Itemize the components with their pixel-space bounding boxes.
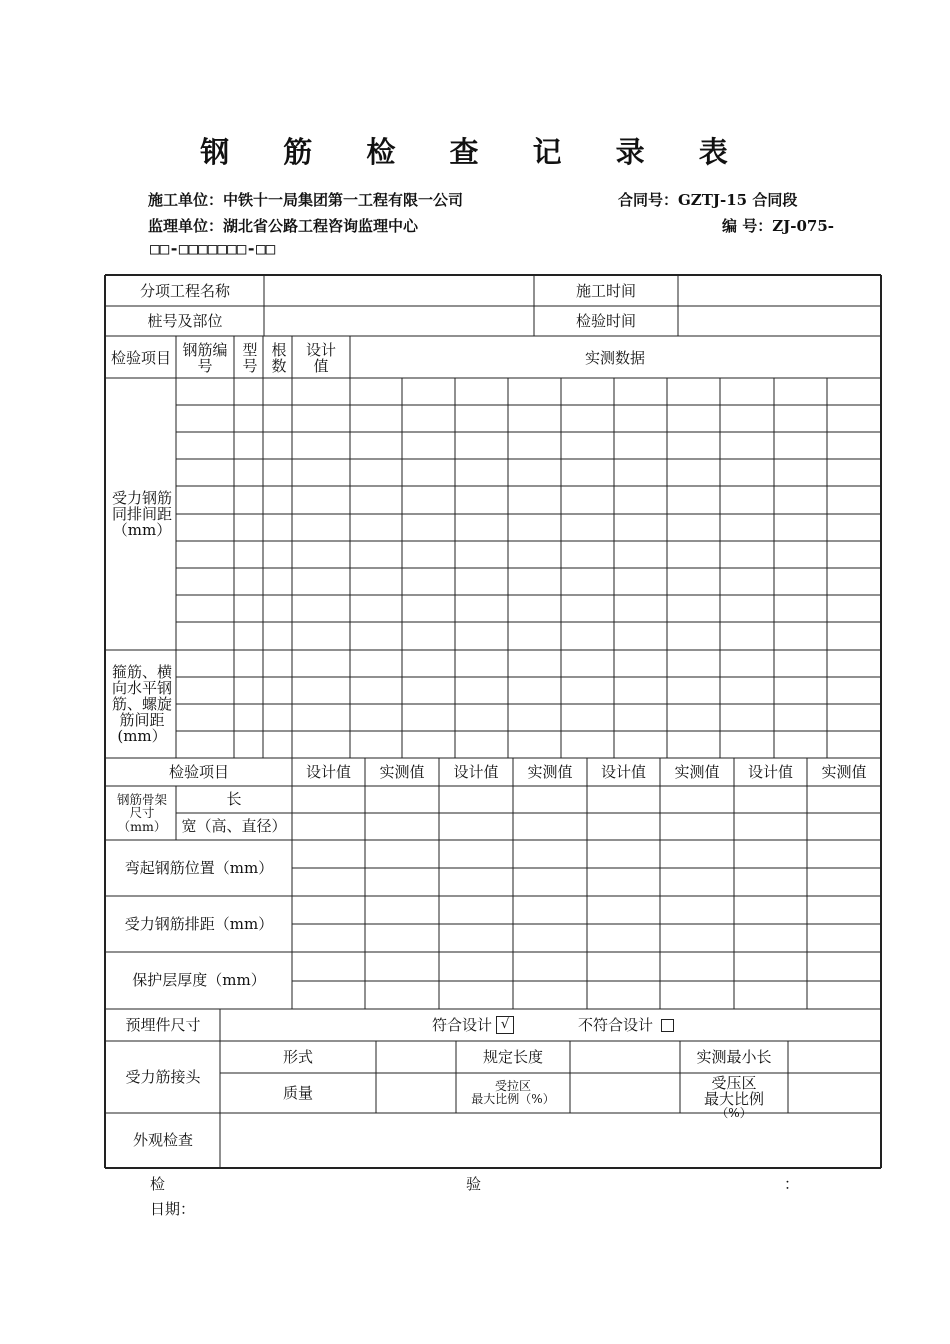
group-rebar-spacing: 受力钢筋同排间距（mm）: [111, 488, 172, 540]
conforms-label: 符合设计: [431, 1015, 492, 1034]
label-row-spacing: 受力钢筋排距（mm）: [124, 914, 274, 933]
serial-number-continued: □□-□□□□□□□-□□: [150, 239, 276, 258]
label-station-location: 桩号及部位: [147, 311, 223, 330]
header-measured-4: 实测值: [821, 762, 867, 781]
label-rebar-joint: 受力筋接头: [125, 1067, 201, 1086]
conforms-checkbox[interactable]: √: [496, 1016, 514, 1034]
header-design-4: 设计值: [747, 762, 793, 781]
contractor: 施工单位：中铁十一局集团第一工程有限一公司: [148, 191, 464, 209]
label-inspection-item: 检验项目: [168, 762, 229, 781]
header-measured-1: 实测值: [379, 762, 425, 781]
serial-number: 编 号：ZJ-075-: [722, 217, 835, 235]
footer-date: 日期：: [150, 1200, 196, 1218]
footer-colon: ：: [784, 1175, 800, 1193]
compression-zone-text: 受压区: [711, 1074, 757, 1092]
col-count: 根数: [271, 340, 287, 375]
label-cage-size: 钢筋骨架尺寸（mm）: [116, 791, 167, 834]
group-stirrup-spacing: 箍筋、横向水平钢筋、螺旋筋间距(mm）: [111, 662, 172, 746]
label-spec-length: 规定长度: [482, 1047, 543, 1066]
option-not-conforms[interactable]: [568, 1009, 684, 1041]
header-design-2: 设计值: [453, 762, 499, 781]
label-form: 形式: [282, 1047, 313, 1066]
label-width: 宽（高、直径）: [181, 817, 287, 836]
col-rebar-number: 钢筋编号: [182, 340, 228, 375]
option-conforms[interactable]: [418, 1009, 528, 1041]
label-subproject-name: 分项工程名称: [139, 281, 230, 300]
document-title: 钢 筋 检 查 记 录 表: [200, 135, 750, 169]
label-bent-position: 弯起钢筋位置（mm）: [124, 858, 274, 877]
label-cover-thickness: 保护层厚度（mm）: [132, 971, 266, 990]
label-embedded-size: 预埋件尺寸: [125, 1015, 201, 1034]
compression-pct-text: （%）: [716, 1106, 752, 1121]
tension-ratio-text: 最大比例（%）: [471, 1092, 555, 1106]
contract-number: 合同号：GZTJ-15 合同段: [618, 191, 798, 209]
label-compression-zone: [681, 1074, 787, 1121]
col-type: 型号: [242, 340, 258, 375]
header-design-1: 设计值: [305, 762, 351, 781]
label-construction-time: 施工时间: [575, 281, 636, 300]
header-measured-2: 实测值: [527, 762, 573, 781]
tension-zone-text: 受拉区: [494, 1079, 531, 1094]
footer-char-1: 检: [150, 1175, 166, 1193]
header-design-3: 设计值: [600, 762, 646, 781]
not-conforms-checkbox[interactable]: [661, 1019, 674, 1032]
supervisor: 监理单位：湖北省公路工程咨询监理中心: [148, 217, 419, 235]
label-quality: 质量: [282, 1083, 313, 1102]
col-design-value: 设计值: [305, 340, 336, 375]
not-conforms-label: 不符合设计: [577, 1015, 653, 1034]
col-measured-data: 实测数据: [584, 348, 645, 367]
header-measured-3: 实测值: [674, 762, 720, 781]
footer-char-2: 验: [466, 1175, 482, 1193]
col-item: 检验项目: [110, 348, 171, 367]
label-min-length: 实测最小长: [696, 1047, 772, 1066]
compression-ratio-text: 最大比例: [703, 1090, 764, 1109]
label-length: 长: [226, 790, 242, 809]
label-tension-zone: [456, 1073, 570, 1113]
label-appearance-check: 外观检查: [132, 1131, 193, 1150]
label-inspection-time: 检验时间: [575, 311, 636, 330]
